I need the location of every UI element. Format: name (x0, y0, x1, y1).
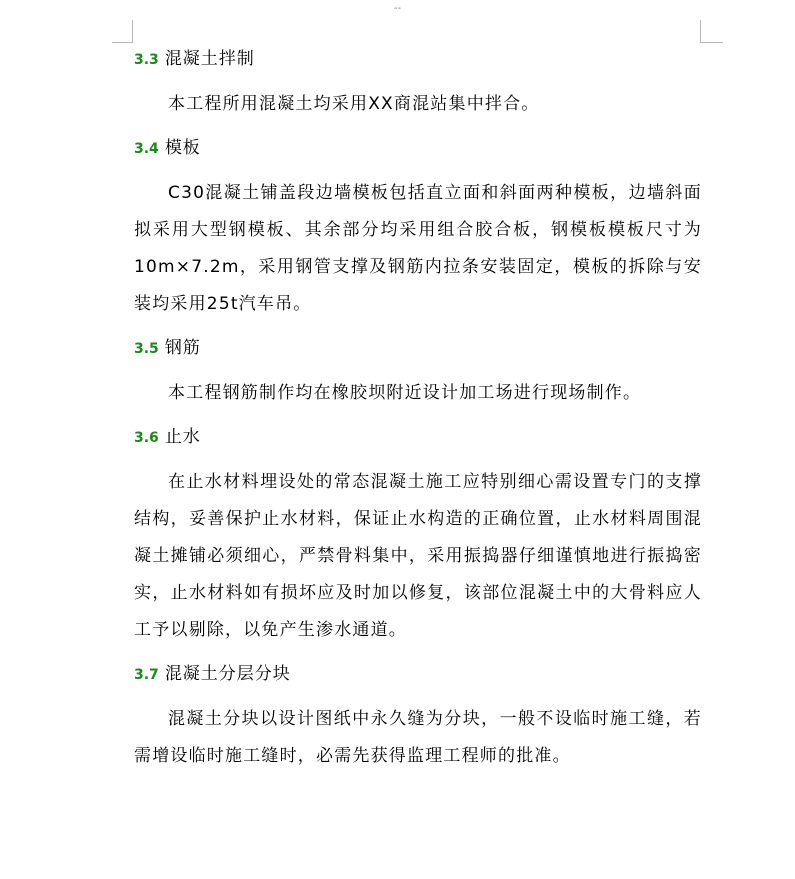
section-title: 混凝土分层分块 (164, 664, 291, 684)
section-paragraph: 本工程所用混凝土均采用XX商混站集中拌合。 (168, 94, 540, 114)
document-body (134, 38, 702, 779)
section-title: 混凝土拌制 (164, 49, 255, 69)
section-heading (134, 127, 702, 169)
section-paragraph: 混凝土分块以设计图纸中永久缝为分块，一般不设临时施工缝，若需增设临时施工缝时，必需先获得监理工程师的批准。 (134, 709, 702, 766)
section-paragraph: 在止水材料埋设处的常态混凝土施工应特别细心需设置专门的支撑结构，妥善保护止水材料，保证止水构造的正确位置，止水材料周围混凝土摊铺必须细心，严禁骨料集中，采用振捣器仔细谨慎地进行振捣密实，止水材料如有损坏应及时加以修复，该部位混凝土中的大骨料应人工予以剔除，以免产生渗水通道。 (134, 472, 702, 640)
section-paragraph: C30混凝土铺盖段边墙模板包括直立面和斜面两种模板，边墙斜面拟采用大型钢模板、其余部分均采用组合胶合板，钢模板模板尺寸为10m×7.2m，采用钢管支撑及钢筋内拉条安装固定，模板的拆除与安装均采用25t汽车吊。 (134, 183, 702, 314)
section-number: 3.4 (134, 141, 159, 157)
section-heading (134, 38, 702, 80)
section-heading (134, 653, 702, 695)
crop-mark-left (112, 20, 133, 43)
section-title: 止水 (164, 427, 201, 447)
section-number: 3.6 (134, 430, 159, 446)
section-heading (134, 416, 702, 458)
section-number: 3.3 (134, 52, 159, 68)
section-title: 模板 (164, 138, 201, 158)
header-marker: -- (393, 3, 402, 14)
section-title: 钢筋 (164, 338, 201, 358)
section-paragraph: 本工程钢筋制作均在橡胶坝附近设计加工场进行现场制作。 (168, 383, 642, 403)
section-number: 3.5 (134, 341, 159, 357)
section-heading (134, 327, 702, 369)
crop-mark-right (700, 20, 723, 43)
section-number: 3.7 (134, 667, 159, 683)
